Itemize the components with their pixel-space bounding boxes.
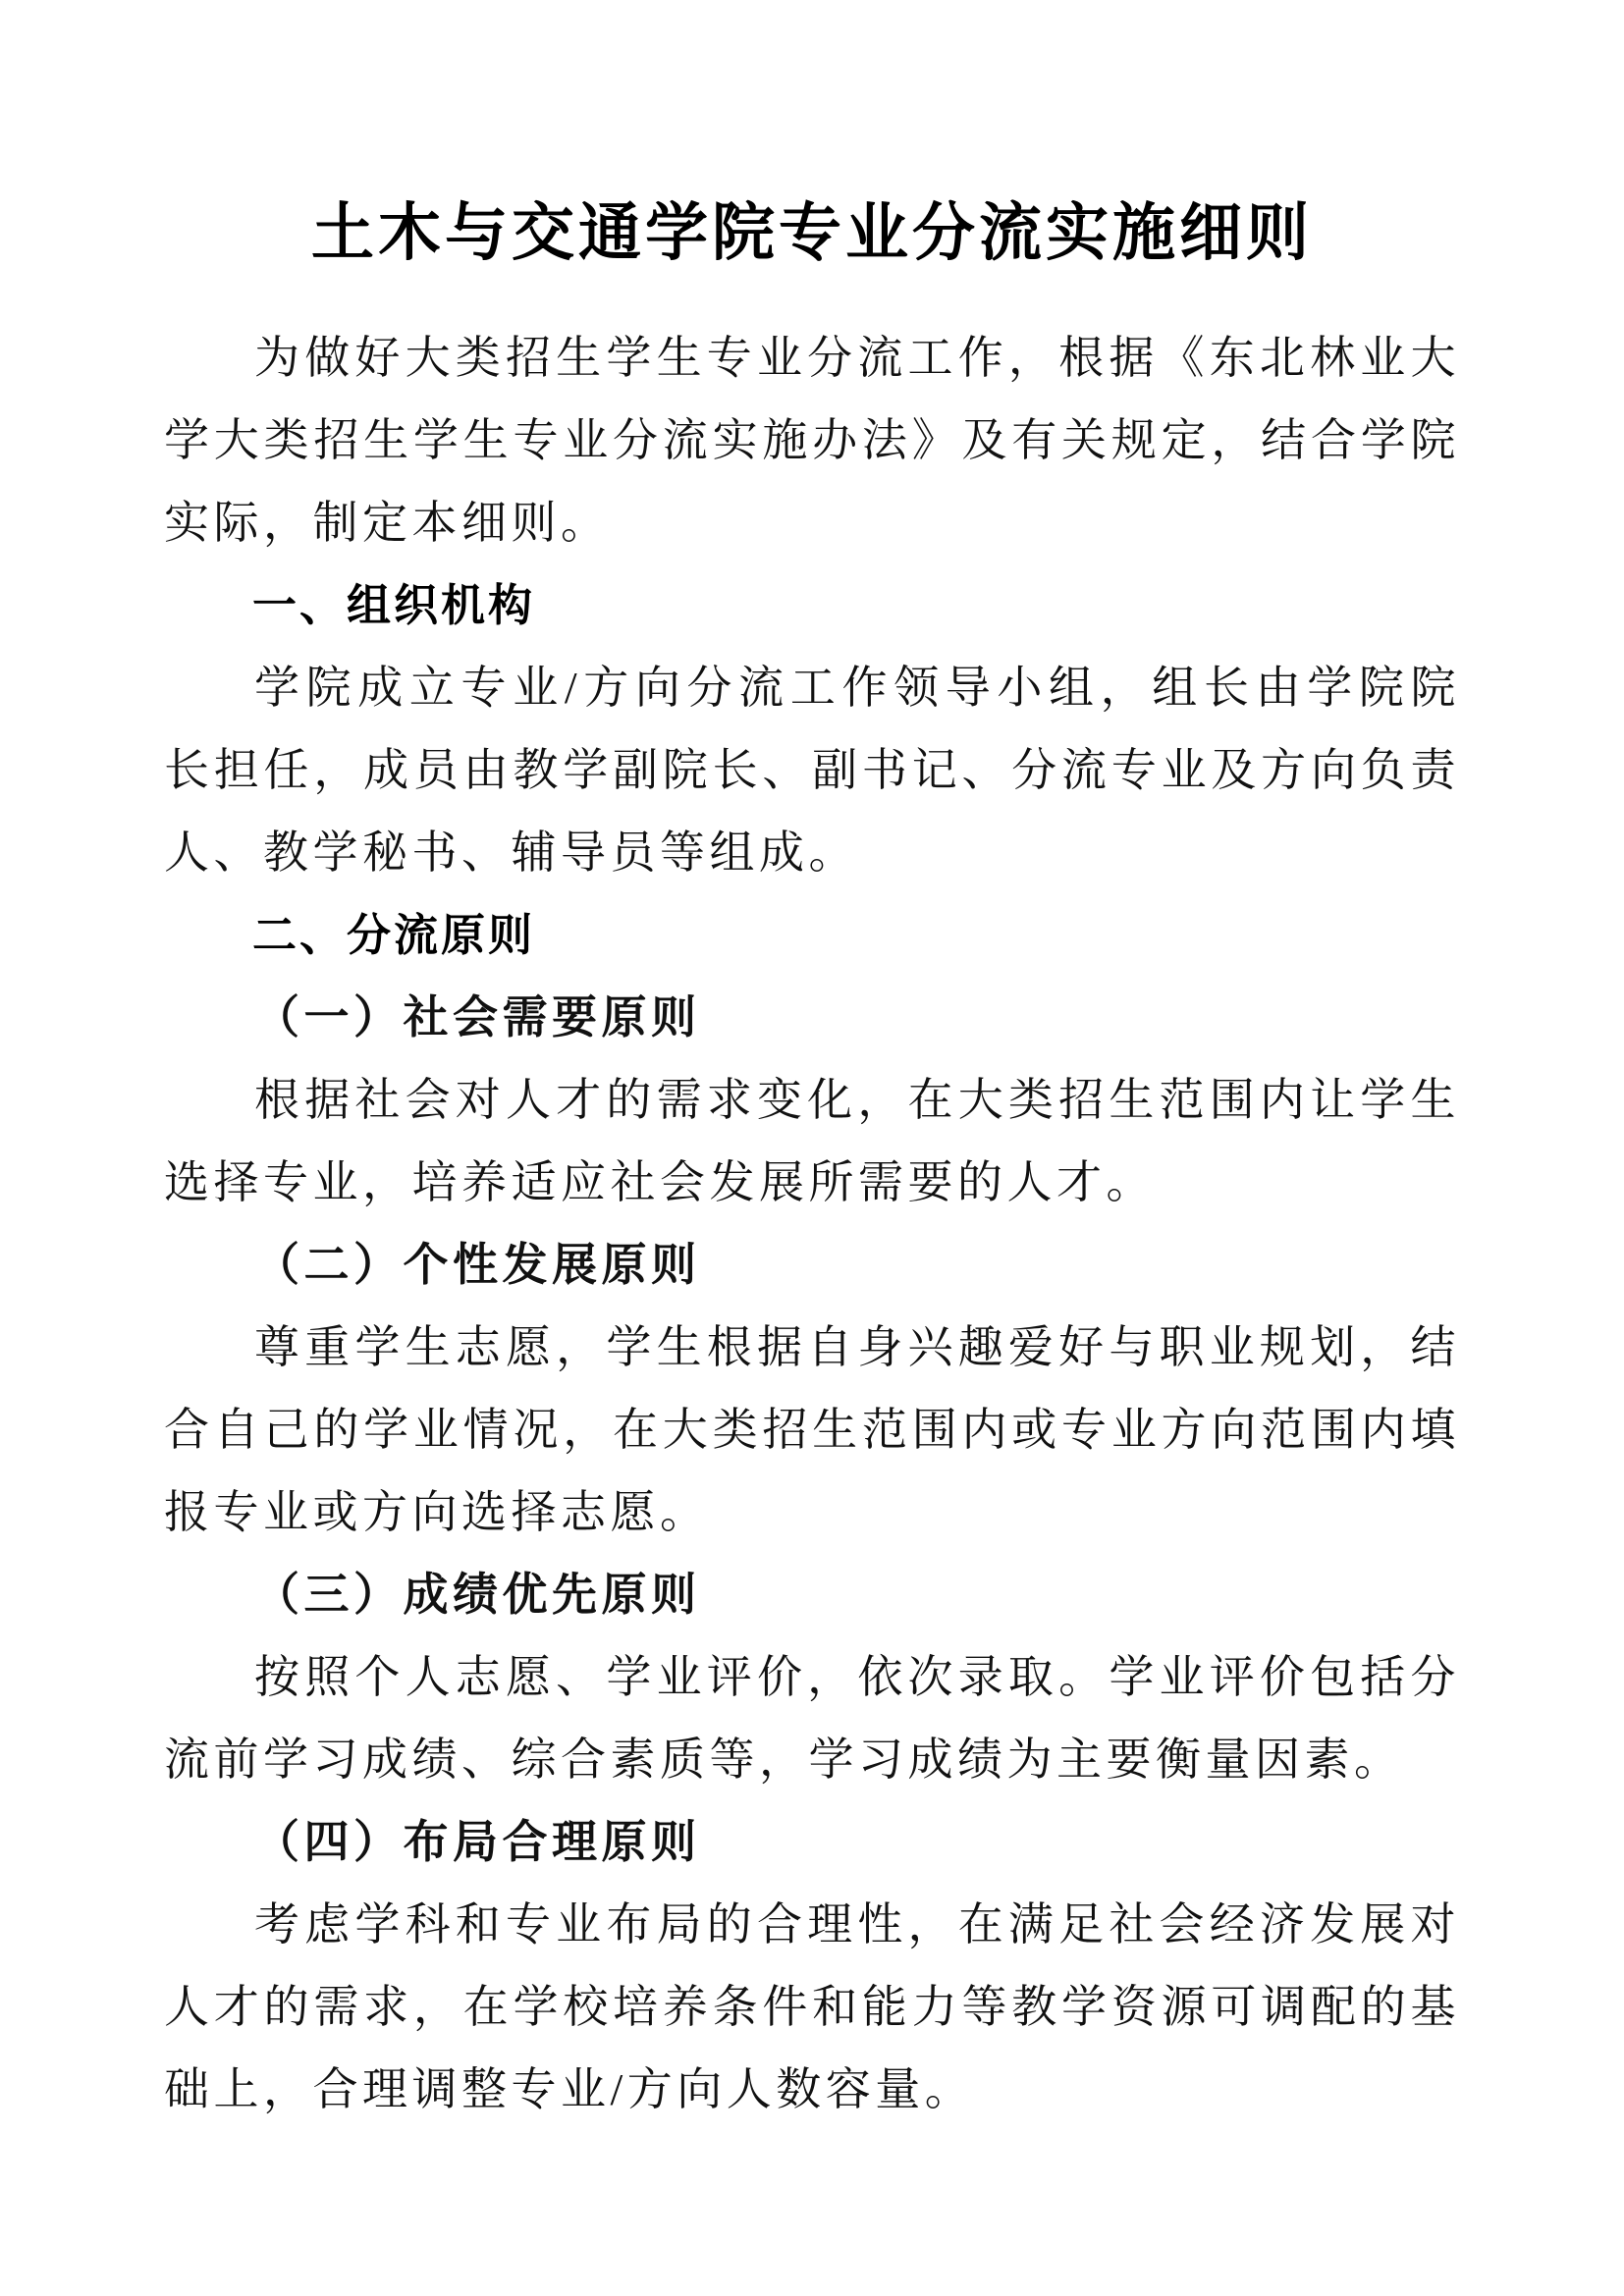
- subsection-heading-4: （四）布局合理原则: [254, 1817, 701, 1867]
- section-heading-1: 一、组织机构: [252, 580, 536, 630]
- intro-paragraph: 为做好大类招生学生专业分流工作，根据《东北林业大学大类招生学生专业分流实施办法》及有关规定，结合学院实际，制定本细则。: [164, 333, 1460, 548]
- subsection-2-paragraph: 尊重学生志愿，学生根据自身兴趣爱好与职业规划，结合自己的学业情况，在大类招生范围内或专业方向范围内填报专业或方向选择志愿。: [164, 1322, 1460, 1537]
- subsection-heading-1: （一）社会需要原则: [254, 992, 701, 1042]
- subsection-3-paragraph: 按照个人志愿、学业评价，依次录取。学业评价包括分流前学习成绩、综合素质等，学习成绩为主要衡量因素。: [164, 1652, 1460, 1785]
- subsection-heading-2: （二）个性发展原则: [254, 1240, 701, 1290]
- subsection-heading-3: （三）成绩优先原则: [254, 1570, 701, 1620]
- subsection-1-paragraph: 根据社会对人才的需求变化，在大类招生范围内让学生选择专业，培养适应社会发展所需要的人才。: [164, 1075, 1460, 1207]
- section-1-paragraph: 学院成立专业/方向分流工作领导小组，组长由学院院长担任，成员由教学副院长、副书记、分流专业及方向负责人、教学秘书、辅导员等组成。: [164, 663, 1460, 878]
- page-title: 土木与交通学院专业分流实施细则: [311, 198, 1313, 268]
- subsection-4-paragraph: 考虑学科和专业布局的合理性，在满足社会经济发展对人才的需求，在学校培养条件和能力等教学资源可调配的基础上，合理调整专业/方向人数容量。: [164, 1899, 1460, 2114]
- section-heading-2: 二、分流原则: [252, 910, 536, 960]
